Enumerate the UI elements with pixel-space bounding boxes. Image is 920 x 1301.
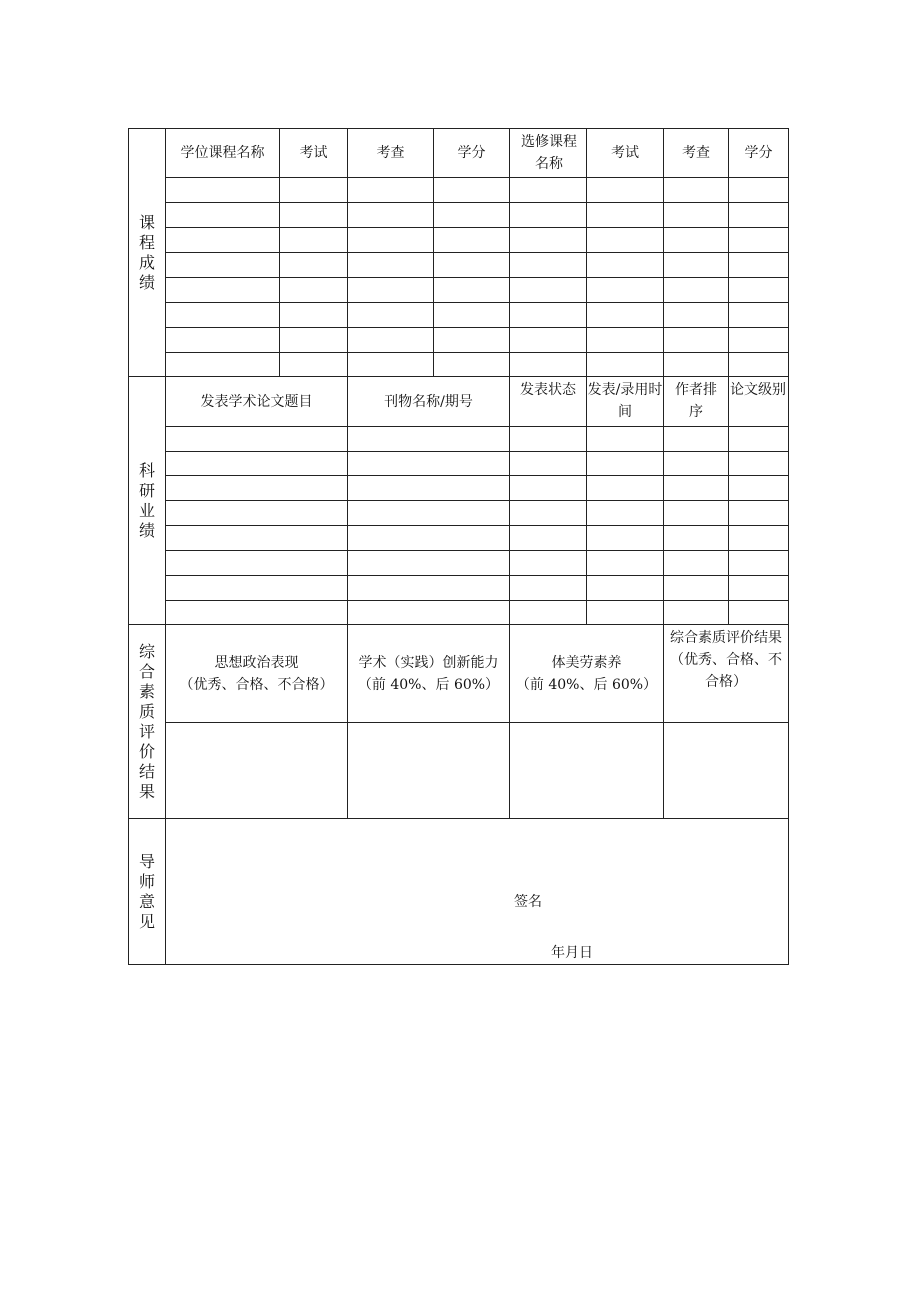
header-political-performance — [166, 625, 347, 722]
header-degree-exam: 考试 — [299, 145, 328, 161]
section-label-advisor: 导师意见 — [139, 851, 156, 931]
political-title: 思想政治表现 — [214, 654, 299, 671]
advisor-signature-label: 签名 — [514, 894, 542, 910]
research-col-line — [663, 376, 664, 624]
header-publication-time: 发表/录用时间 — [587, 382, 663, 420]
research-row-line — [165, 575, 789, 576]
border-bottom — [128, 964, 789, 965]
border-right — [788, 128, 789, 965]
header-sports-arts-labor — [510, 625, 663, 722]
section-label-research: 科研业绩 — [139, 460, 156, 540]
header-degree-course-name: 学位课程名称 — [180, 145, 265, 161]
research-header-divider — [165, 426, 789, 427]
overall-title: 综合素质评价结果 — [670, 630, 782, 646]
section-divider — [128, 818, 789, 819]
research-col-line — [728, 376, 729, 624]
header-degree-assessment: 考查 — [376, 145, 405, 161]
header-innovation-ability — [348, 625, 509, 722]
header-journal-issue: 刊物名称/期号 — [384, 393, 473, 410]
section-label-evaluation: 综合素质评价结果 — [139, 641, 156, 801]
header-elective-course-name: 选修课程名称 — [521, 134, 577, 172]
section-label-course: 课程成绩 — [139, 212, 156, 292]
sports-arts-title: 体美劳素养 — [551, 654, 622, 671]
research-row-line — [165, 525, 789, 526]
header-elective-credits: 学分 — [744, 145, 773, 161]
advisor-date-label: 年月日 — [551, 945, 593, 961]
evaluation-header-divider — [165, 722, 789, 723]
header-paper-title: 发表学术论文题目 — [200, 393, 313, 410]
evaluation-form-table — [128, 128, 789, 965]
course-row-line — [165, 252, 789, 253]
header-elective-assessment: 考查 — [682, 145, 710, 161]
section-label-divider — [165, 128, 166, 965]
course-row-line — [165, 302, 789, 303]
research-row-line — [165, 600, 789, 601]
research-row-line — [165, 475, 789, 476]
research-row-line — [165, 500, 789, 501]
header-publication-status: 发表状态 — [520, 382, 576, 398]
research-row-line — [165, 550, 789, 551]
course-row-line — [165, 227, 789, 228]
course-col-line — [509, 128, 510, 376]
header-elective-exam: 考试 — [611, 145, 639, 161]
course-row-line — [165, 352, 789, 353]
header-paper-level: 论文级别 — [730, 382, 786, 398]
header-degree-credits: 学分 — [457, 145, 486, 161]
political-note: （优秀、合格、不合格） — [179, 676, 334, 693]
course-row-line — [165, 277, 789, 278]
header-author-order: 作者排序 — [675, 382, 717, 420]
header-overall-evaluation — [664, 625, 788, 722]
course-row-line — [165, 327, 789, 328]
innovation-note: （前 40%、后 60%） — [357, 676, 500, 693]
innovation-title: 学术（实践）创新能力 — [358, 654, 499, 671]
course-row-line — [165, 202, 789, 203]
sports-arts-note: （前 40%、后 60%） — [515, 676, 658, 693]
research-row-line — [165, 451, 789, 452]
overall-note: （优秀、合格、不合格） — [670, 652, 782, 690]
course-header-divider — [165, 177, 789, 178]
